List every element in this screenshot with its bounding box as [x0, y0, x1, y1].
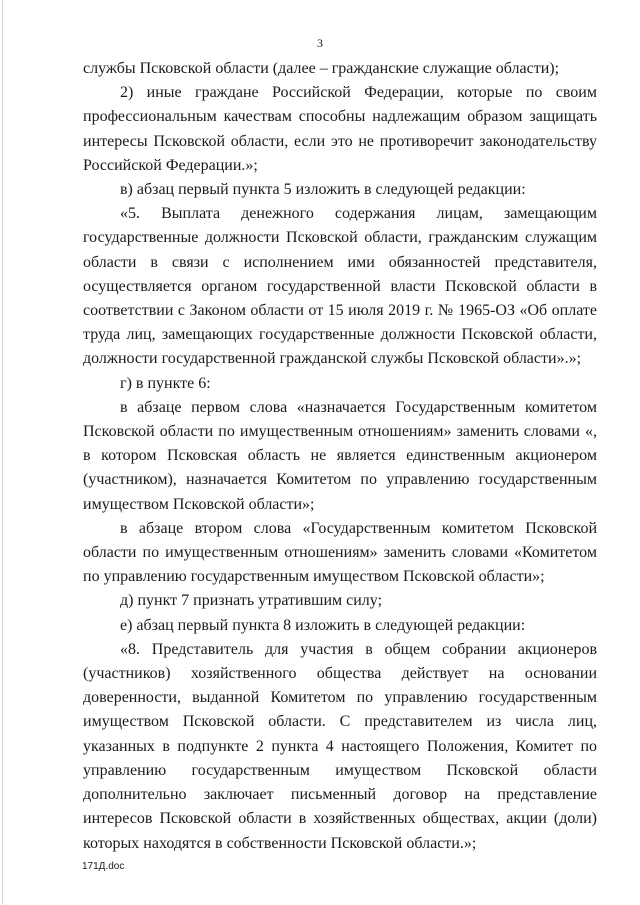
paragraph-amendment-v: в) абзац первый пункта 5 изложить в следующей редакции:	[120, 181, 526, 199]
paragraph-amendment-e: е) абзац первый пункта 8 изложить в следующей редакции:	[120, 616, 526, 634]
paragraph-amendment-g: г) в пункте 6:	[120, 374, 211, 392]
paragraph-amendment-d: д) пункт 7 признать утратившим силу;	[120, 592, 383, 610]
paragraph-continuation: службы Псковской области (далее – гражданские служащие области);	[83, 60, 560, 77]
paragraph-point-8: «8. Представитель для участия в общем собрании акционеров (участников) хозяйственного общества действует на основании доверенности, выданной Комитетом по управлению государственным имуществом Псковской области. С представителем из числа лиц, указанных в подпункте 2 пункта 4 настоящего Положения, Комитет по управлению государственным имуществом Псковской области дополнительно заключает письменный договор на представление интересов Псковской области в хозяйственных обществах, акции (доли) которых находятся в собственности Псковской области.»;	[83, 640, 597, 852]
page-number: 3	[317, 36, 323, 50]
document-body	[83, 57, 597, 856]
paragraph-first-abzac: в абзаце первом слова «назначается Государственным комитетом Псковской области по имущественным отношениям» заменить словами «, в котором Псковская область не является единственным акционером (участником), назначается Комитетом по управлению государственным имуществом Псковской области»;	[83, 398, 597, 513]
footer-filename: 171Д.doc	[82, 861, 125, 872]
scan-edge-line	[2, 0, 3, 905]
paragraph-item-2: 2) иные граждане Российской Федерации, которые по своим профессиональным качествам способны надлежащим образом защищать интересы Псковской области, если это не противоречит законодательству Российской Федерации.»;	[83, 84, 597, 174]
paragraph-second-abzac: в абзаце втором слова «Государственным комитетом Псковской области по имущественным отношениям» заменить словами «Комитетом по управлению государственным имуществом Псковской области»;	[83, 519, 597, 586]
paragraph-point-5: «5. Выплата денежного содержания лицам, замещающим государственные должности Псковской области, гражданским служащим области в связи с исполнением ими обязанностей представителя, осуществляется органом государственной власти Псковской области в соответствии с Законом области от 15 июля 2019 г. № 1965-ОЗ «Об оплате труда лиц, замещающих государственные должности Псковской области, должности государственной гражданской службы Псковской области».»;	[83, 205, 597, 368]
